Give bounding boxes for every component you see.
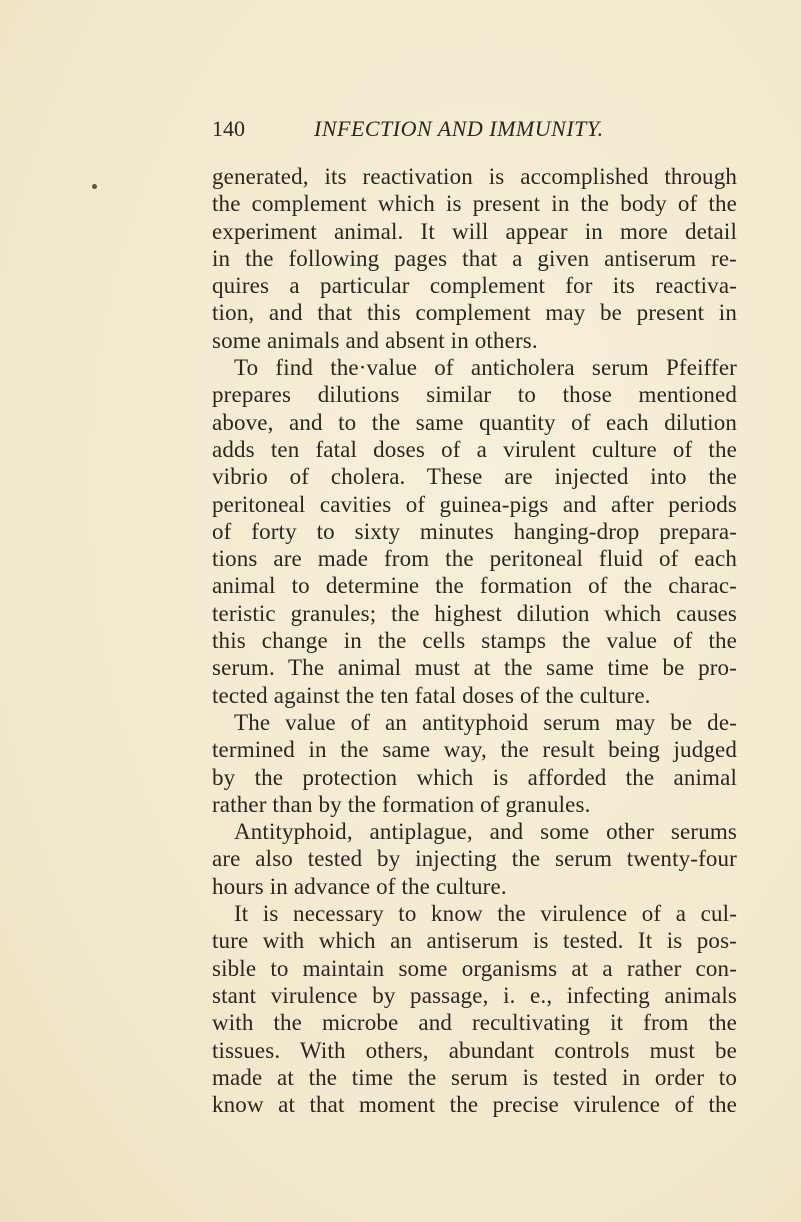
- text-line: by the protection which is afforded the animal: [212, 764, 737, 790]
- text-line: some animals and absent in others.: [212, 327, 538, 353]
- text-line: vibrio of cholera. These are injected into the: [212, 464, 737, 490]
- text-line: rather than by the formation of granules.: [212, 791, 591, 817]
- text-line: in the following pages that a given antiserum re-: [212, 245, 737, 271]
- text-line: with the microbe and recultivating it from the: [212, 1010, 737, 1036]
- text-line: the complement which is present in the body of the: [212, 191, 737, 217]
- text-line: teristic granules; the highest dilution which causes: [212, 600, 737, 626]
- text-line: Antityphoid, antiplague, and some other serums: [234, 819, 737, 845]
- running-head: [212, 114, 737, 144]
- text-line: ture with which an antiserum is tested. It is pos-: [212, 928, 737, 954]
- text-line: tected against the ten fatal doses of the culture.: [212, 682, 651, 708]
- text-line: prepares dilutions similar to those mentioned: [212, 382, 737, 408]
- text-line: this change in the cells stamps the value of the: [212, 628, 737, 654]
- text-line: are also tested by injecting the serum twenty-four: [212, 846, 737, 872]
- margin-mark: [92, 184, 97, 189]
- text-line: termined in the same way, the result being judged: [212, 737, 737, 763]
- text-line: made at the time the serum is tested in order to: [212, 1064, 737, 1090]
- text-line: serum. The animal must at the same time be pro-: [212, 655, 737, 681]
- running-title: INFECTION AND IMMUNITY.: [314, 116, 604, 141]
- text-line: tions are made from the peritoneal fluid of each: [212, 546, 737, 572]
- text-line: of forty to sixty minutes hanging-drop prepara-: [212, 518, 737, 544]
- text-line: know at that moment the precise virulence of the: [212, 1092, 737, 1118]
- text-line: To find the·value of anticholera serum Pfeiffer: [234, 355, 737, 381]
- text-line: peritoneal cavities of guinea-pigs and after periods: [212, 491, 737, 517]
- text-line: stant virulence by passage, i. e., infecting animals: [212, 982, 737, 1008]
- text-line: hours in advance of the culture.: [212, 873, 507, 899]
- text-line: experiment animal. It will appear in more detail: [212, 218, 737, 244]
- text-line: quires a particular complement for its reactiva-: [212, 273, 737, 299]
- text-line: animal to determine the formation of the charac-: [212, 573, 737, 599]
- body-text: [212, 163, 737, 1118]
- text-line: generated, its reactivation is accomplished through: [212, 164, 737, 189]
- text-line: tissues. With others, abundant controls must be: [212, 1037, 737, 1063]
- text-line: The value of an antityphoid serum may be de-: [234, 709, 737, 735]
- text-line: It is necessary to know the virulence of a cul-: [234, 901, 737, 927]
- page-number: 140: [212, 116, 245, 141]
- text-line: sible to maintain some organisms at a rather con-: [212, 955, 737, 981]
- text-line: above, and to the same quantity of each dilution: [212, 409, 737, 435]
- text-line: adds ten fatal doses of a virulent culture of the: [212, 436, 737, 462]
- text-line: tion, and that this complement may be present in: [212, 300, 737, 326]
